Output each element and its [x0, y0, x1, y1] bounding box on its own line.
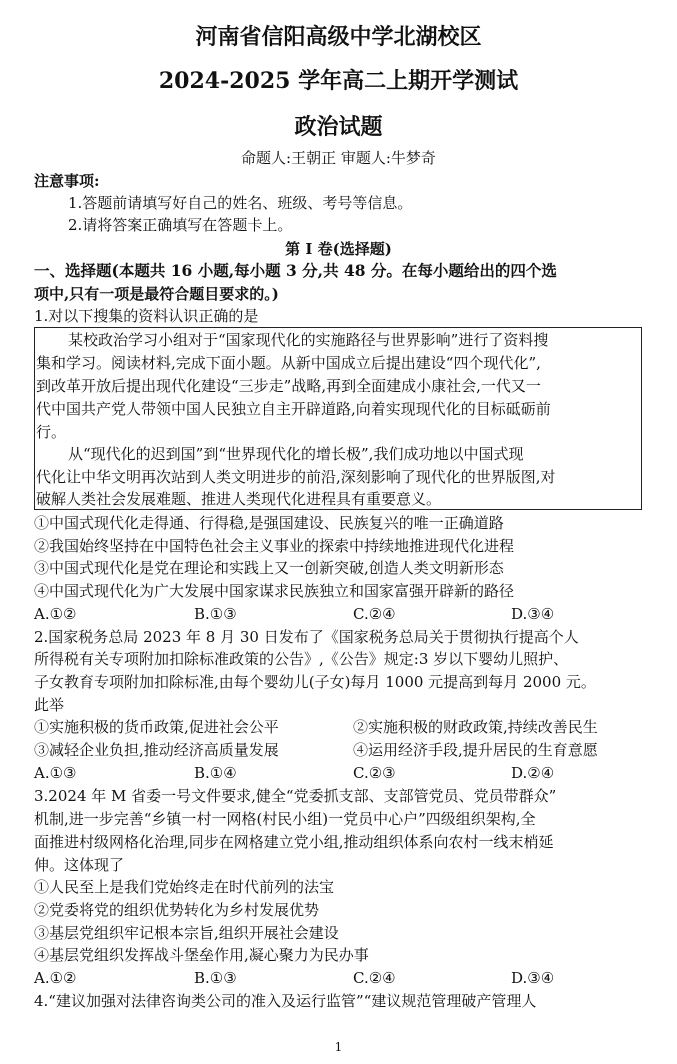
option-d: D.②④: [511, 764, 555, 782]
statement: ③中国式现代化是党在理论和实践上又一创新突破,创造人类文明新形态: [34, 559, 504, 577]
statement: ④基层党组织发挥战斗堡垒作用,凝心聚力为民办事: [34, 946, 369, 964]
material-line: 到改革开放后提出现代化建设“三步走”战略,再到全面建成小康社会,一代又一: [36, 377, 541, 395]
statement: ③基层党组织牢记根本宗旨,组织开展社会建设: [34, 924, 339, 942]
authors: 命题人:王朝正 审题人:牛梦奇: [241, 149, 436, 167]
option-c: C.②④: [353, 969, 396, 987]
option-d: D.③④: [511, 969, 555, 987]
option-b: B.①③: [194, 605, 237, 623]
statement: ②我国始终坚持在中国特色社会主义事业的探索中持续地推进现代化进程: [34, 537, 515, 555]
section-title: 第 I 卷(选择题): [285, 240, 392, 258]
material-line: 代中国共产党人带领中国人民独立自主开辟道路,向着实现现代化的目标砥砺前: [36, 400, 551, 418]
question-stem: 2.国家税务总局 2023 年 8 月 30 日发布了《国家税务总局关于贯彻执行提高个人: [34, 628, 579, 646]
option-c: C.②③: [353, 764, 396, 782]
notes-title: 注意事项:: [34, 172, 100, 190]
option-a: A.①②: [34, 605, 77, 623]
material-line: 从“现代化的迟到国”到“世界现代化的增长极”,我们成功地以中国式现: [68, 445, 524, 463]
option-b: B.①④: [194, 764, 237, 782]
material-line: 破解人类社会发展难题、推进人类现代化进程具有重要意义。: [36, 490, 442, 508]
note-item: 2.请将答案正确填写在答题卡上。: [68, 216, 293, 234]
option-a: A.①③: [34, 764, 77, 782]
subject-title: 政治试题: [294, 114, 383, 140]
material-line: 行。: [36, 423, 67, 441]
option-b: B.①③: [194, 969, 237, 987]
material-line: 某校政治学习小组对于“国家现代化的实施路径与世界影响”进行了资料搜: [68, 331, 549, 349]
question-stem: 4.“建议加强对法律咨询类公司的准入及运行监管”“建议规范管理破产管理人: [34, 992, 537, 1010]
question-stem: 所得税有关专项附加扣除标准政策的公告》,《公告》规定:3 岁以下婴幼儿照护、: [34, 650, 569, 668]
statement: ③减轻企业负担,推动经济高质量发展: [34, 741, 279, 759]
statement: ①实施积极的货币政策,促进社会公平: [34, 718, 279, 736]
statement: ①人民至上是我们党始终走在时代前列的法宝: [34, 878, 335, 896]
option-c: C.②④: [353, 605, 396, 623]
statement: ②实施积极的财政政策,持续改善民生: [353, 718, 598, 736]
material-line: 集和学习。阅读材料,完成下面小题。从新中国成立后提出建设“四个现代化”,: [36, 354, 541, 372]
question-stem: 面推进村级网格化治理,同步在网格建立党小组,推动组织体系向农村一线末梢延: [34, 833, 554, 851]
school-title: 河南省信阳高级中学北湖校区: [195, 24, 482, 50]
question-stem: 此举: [34, 696, 65, 714]
option-d: D.③④: [511, 605, 555, 623]
statement: ④中国式现代化为广大发展中国家谋求民族独立和国家富强开辟新的路径: [34, 582, 515, 600]
option-a: A.①②: [34, 969, 77, 987]
material-line: 代化让中华文明再次站到人类文明进步的前沿,深刻影响了现代化的世界版图,对: [36, 468, 556, 486]
note-item: 1.答题前请填写好自己的姓名、班级、考号等信息。: [68, 194, 413, 212]
statement: ①中国式现代化走得通、行得稳,是强国建设、民族复兴的唯一正确道路: [34, 514, 504, 532]
page-number: 1: [334, 1040, 343, 1054]
question-stem: 1.对以下搜集的资料认识正确的是: [34, 307, 259, 325]
question-stem: 3.2024 年 M 省委一号文件要求,健全“党委抓支部、支部管党员、党员带群众”: [34, 787, 557, 805]
question-stem: 伸。这体现了: [34, 856, 125, 874]
section-instruction: 一、选择题(本题共 16 小题,每小题 3 分,共 48 分。在每小题给出的四个选: [34, 261, 557, 280]
question-stem: 子女教育专项附加扣除标准,由每个婴幼儿(子女)每月 1000 元提高到每月 2000 元。: [34, 673, 596, 691]
question-stem: 机制,进一步完善“乡镇一村一网格(村民小组)一党员中心户”四级组织架构,全: [34, 810, 536, 828]
section-instruction: 项中,只有一项是最符合题目要求的。): [34, 285, 279, 303]
statement: ②党委将党的组织优势转化为乡村发展优势: [34, 901, 320, 919]
exam-title: 2024-2025 学年高二上期开学测试: [158, 68, 519, 94]
statement: ④运用经济手段,提升居民的生育意愿: [353, 741, 598, 759]
